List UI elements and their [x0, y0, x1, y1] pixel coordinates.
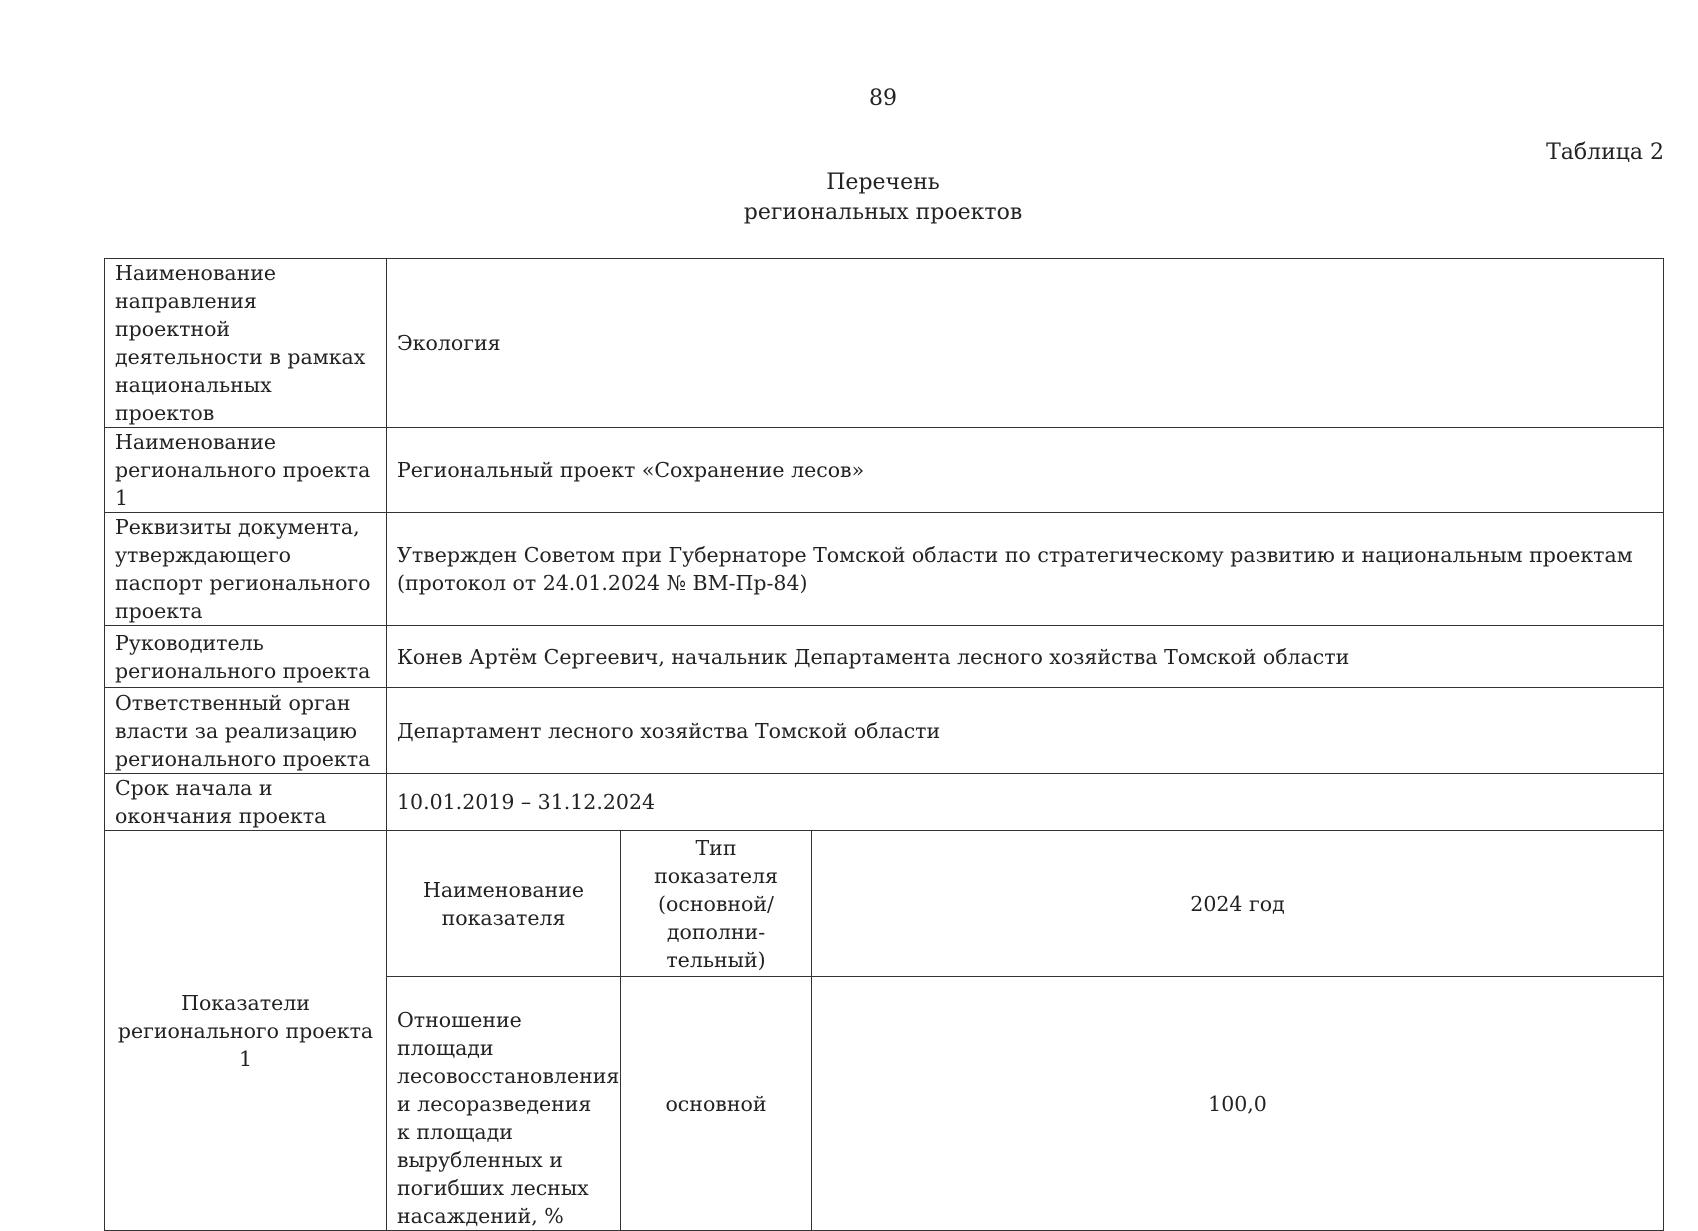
row-value-project-name: Региональный проект «Сохранение лесов»: [387, 428, 1664, 513]
row-label-project-period: Срок начала и окончания проекта: [105, 774, 387, 831]
page-number: 89: [869, 86, 897, 111]
row-label-document-details: Реквизиты документа, утверждающего паспорт регионального проекта: [105, 513, 387, 626]
row-value-responsible-body: Департамент лесного хозяйства Томской области: [387, 688, 1664, 774]
regional-projects-table: [104, 258, 1664, 1231]
indicator-value: 100,0: [812, 977, 1664, 1231]
table-row: [105, 428, 1664, 513]
table-row: [105, 259, 1664, 428]
table-row: [105, 513, 1664, 626]
row-label-responsible-body: Ответственный орган власти за реализацию регионального проекта: [105, 688, 387, 774]
row-label-direction: Наименование направления проектной деятельности в рамках национальных проектов: [105, 259, 387, 428]
document-title: [0, 168, 1698, 228]
table-row: [105, 688, 1664, 774]
table-row: [105, 774, 1664, 831]
row-value-project-period: 10.01.2019 – 31.12.2024: [387, 774, 1664, 831]
indicator-year-header: 2024 год: [812, 831, 1664, 977]
title-line-2: региональных проектов: [743, 200, 1023, 225]
indicator-name: Отношение площади лесовосстановления и лесоразведения к площади вырубленных и погибших лесных насаждений, %: [387, 977, 621, 1231]
row-value-document-details: Утвержден Советом при Губернаторе Томской области по стратегическому развитию и национальным проектам (протокол от 24.01.2024 № ВМ-Пр-84): [387, 513, 1664, 626]
row-label-project-name: Наименование регионального проекта 1: [105, 428, 387, 513]
indicator-name-header: Наименование показателя: [387, 831, 621, 977]
indicators-header-row: [105, 831, 1664, 977]
row-label-project-head: Руководитель регионального проекта: [105, 626, 387, 688]
row-value-project-head: Конев Артём Сергеевич, начальник Департамента лесного хозяйства Томской области: [387, 626, 1664, 688]
indicator-type: основной: [621, 977, 812, 1231]
title-line-1: Перечень: [826, 170, 940, 195]
table-label: Таблица 2: [1546, 140, 1664, 165]
row-value-direction: Экология: [387, 259, 1664, 428]
indicator-type-header: Тип показателя (основной/ дополни-тельный): [621, 831, 812, 977]
indicators-section-label: Показатели регионального проекта 1: [105, 831, 387, 1231]
table-row: [105, 626, 1664, 688]
